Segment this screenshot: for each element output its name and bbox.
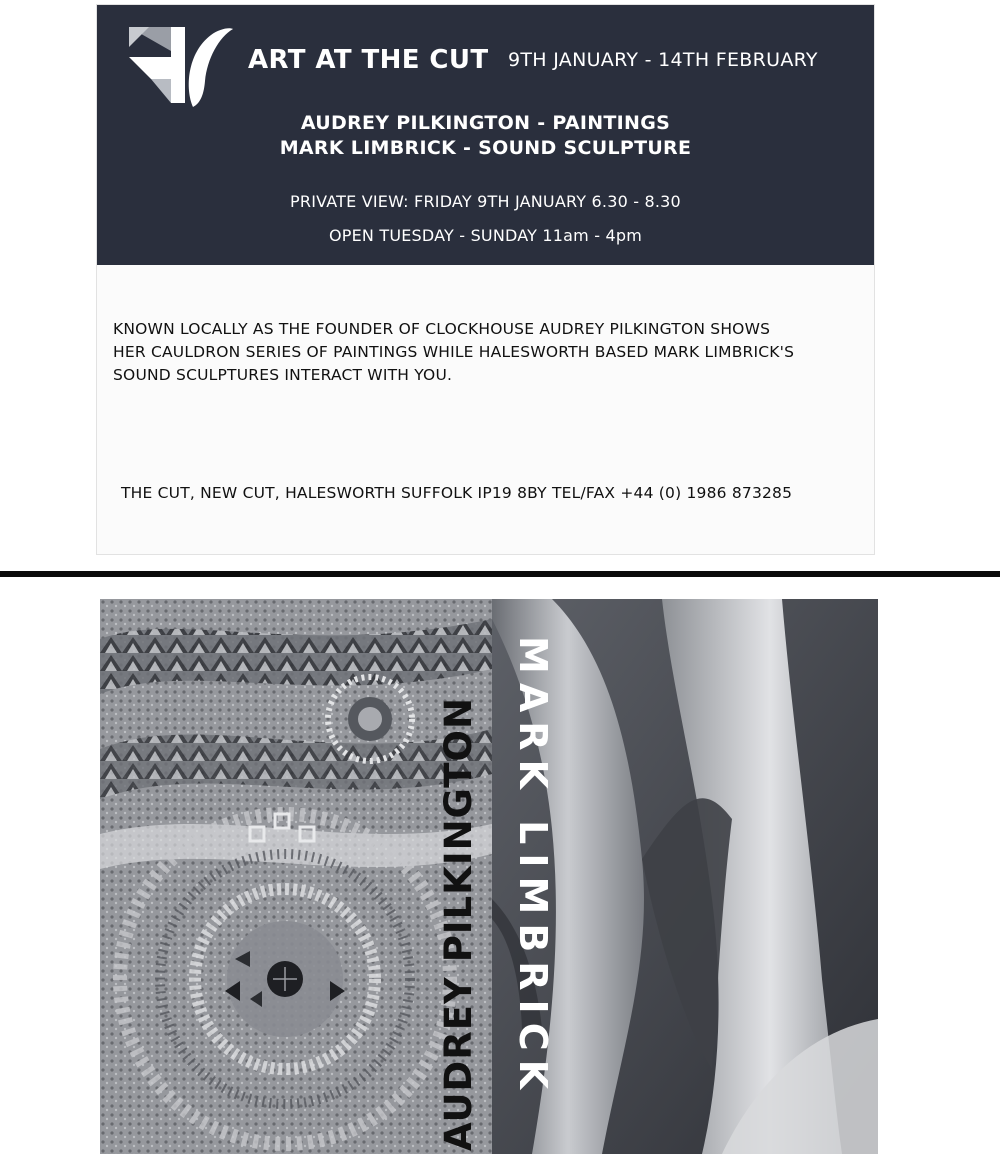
- artist-line: AUDREY PILKINGTON - PAINTINGS: [300, 112, 671, 134]
- artists-block: [97, 111, 874, 161]
- painting-image: [100, 599, 492, 1154]
- header-banner: [97, 5, 874, 265]
- description-line: KNOWN LOCALLY AS THE FOUNDER OF CLOCKHOUSE AUDREY PILKINGTON SHOWS: [113, 320, 771, 338]
- the-cut-logo-icon: [127, 23, 235, 109]
- description: [113, 318, 863, 387]
- event-dates: 9TH JANUARY - 14TH FEBRUARY: [508, 49, 818, 71]
- flyer-back: [100, 599, 878, 1154]
- artist-line: MARK LIMBRICK - SOUND SCULPTURE: [279, 137, 692, 159]
- opening-hours: OPEN TUESDAY - SUNDAY 11am - 4pm: [328, 226, 643, 245]
- audrey-pilkington-label: AUDREY PILKINGTON: [437, 697, 480, 1151]
- description-line: HER CAULDRON SERIES OF PAINTINGS WHILE HALESWORTH BASED MARK LIMBRICK'S: [113, 343, 795, 361]
- flyer-front: [97, 5, 874, 554]
- description-line: SOUND SCULPTURES INTERACT WITH YOU.: [113, 366, 453, 384]
- venue-address: THE CUT, NEW CUT, HALESWORTH SUFFOLK IP19 8BY TEL/FAX +44 (0) 1986 873285: [121, 484, 793, 502]
- event-title: ART AT THE CUT: [248, 45, 489, 75]
- divider: [0, 571, 1000, 577]
- mark-limbrick-label: MARK LIMBRICK: [511, 636, 555, 1099]
- private-view: PRIVATE VIEW: FRIDAY 9TH JANUARY 6.30 - 8.30: [290, 192, 681, 211]
